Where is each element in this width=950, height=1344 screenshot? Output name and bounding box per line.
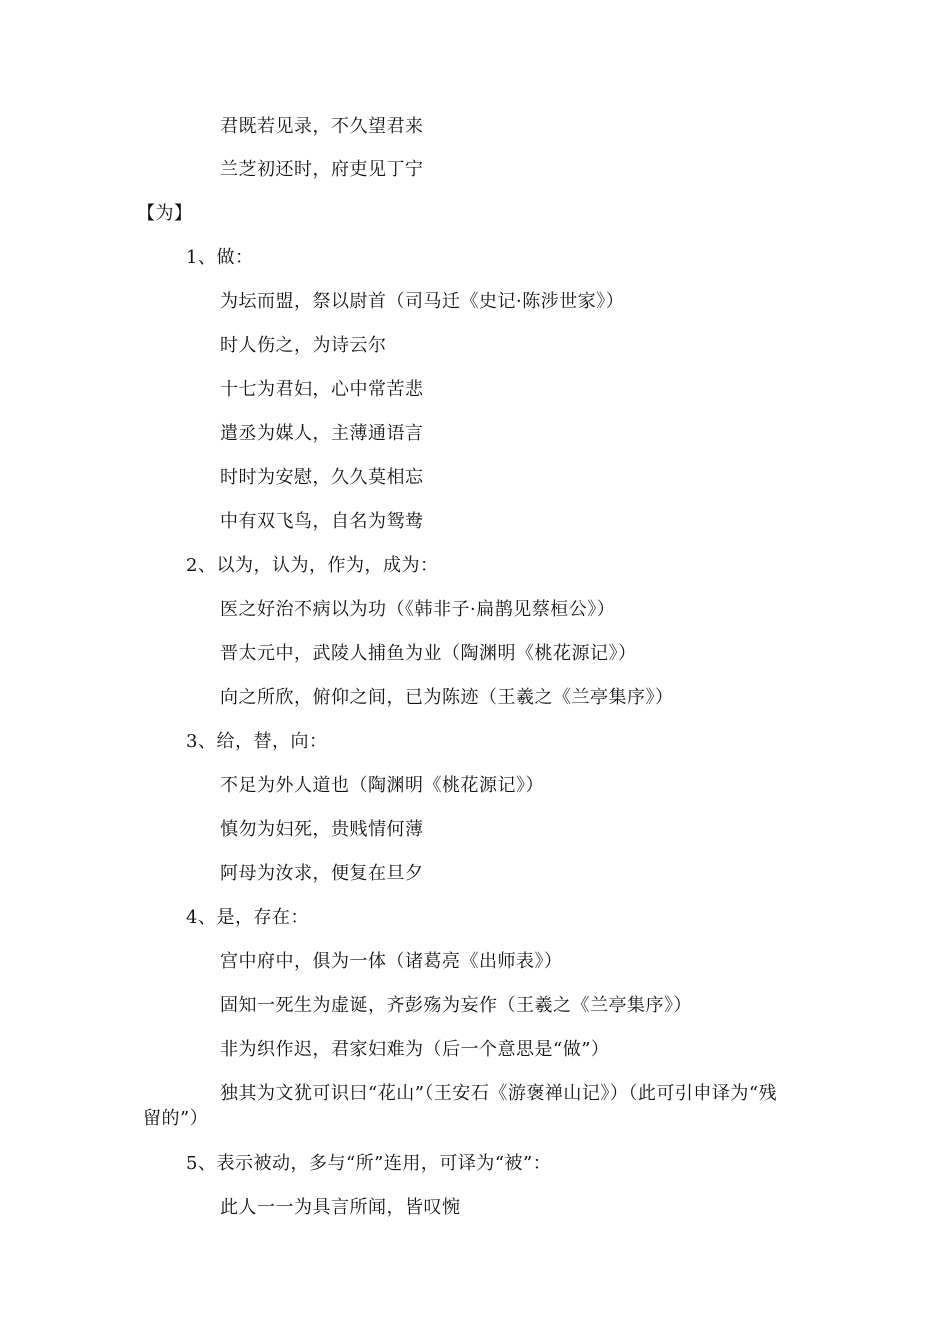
- example-line: 此人一一为具言所闻，皆叹惋: [220, 1197, 461, 1218]
- example-line: 非为织作迟，君家妇难为（后一个意思是“做”）: [220, 1039, 610, 1060]
- example-line: 阿母为汝求，便复在旦夕: [220, 863, 424, 884]
- example-line: 独其为文犹可识曰“花山”（王安石《游褒禅山记》）（此可引申译为“残: [220, 1083, 778, 1104]
- text-line: 君既若见录，不久望君来: [220, 116, 424, 137]
- meaning-heading: 1、做：: [186, 247, 254, 268]
- example-line: 时时为安慰，久久莫相忘: [220, 467, 424, 488]
- example-line-continuation: 留的”）: [143, 1108, 209, 1129]
- example-line: 为坛而盟，祭以尉首（司马迁《史记·陈涉世家》）: [220, 291, 625, 312]
- meaning-heading: 3、给，替，向：: [186, 731, 328, 752]
- example-line: 不足为外人道也（陶渊明《桃花源记》）: [220, 775, 544, 796]
- meaning-heading: 5、表示被动，多与“所”连用，可译为“被”：: [186, 1153, 552, 1174]
- text-line: 兰芝初还时，府吏见丁宁: [220, 159, 424, 180]
- example-line: 固知一死生为虚诞，齐彭殇为妄作（王羲之《兰亭集序》）: [220, 995, 692, 1016]
- section-heading: 【为】: [137, 203, 193, 224]
- example-line: 向之所欣，俯仰之间，已为陈迹（王羲之《兰亭集序》）: [220, 687, 674, 708]
- example-line: 医之好治不病以为功（《韩非子·扁鹊见蔡桓公》）: [220, 599, 616, 620]
- example-line: 十七为君妇，心中常苦悲: [220, 379, 424, 400]
- meaning-heading: 4、是，存在：: [186, 907, 309, 928]
- example-line: 时人伤之，为诗云尔: [220, 335, 387, 356]
- meaning-heading: 2、以为，认为，作为，成为：: [186, 555, 439, 576]
- example-line: 慎勿为妇死，贵贱情何薄: [220, 819, 424, 840]
- example-line: 宫中府中，俱为一体（诸葛亮《出师表》）: [220, 951, 563, 972]
- example-line: 晋太元中，武陵人捕鱼为业（陶渊明《桃花源记》）: [220, 643, 637, 664]
- example-line: 中有双飞鸟，自名为鸳鸯: [220, 511, 424, 532]
- example-line: 遣丞为媒人，主薄通语言: [220, 423, 424, 444]
